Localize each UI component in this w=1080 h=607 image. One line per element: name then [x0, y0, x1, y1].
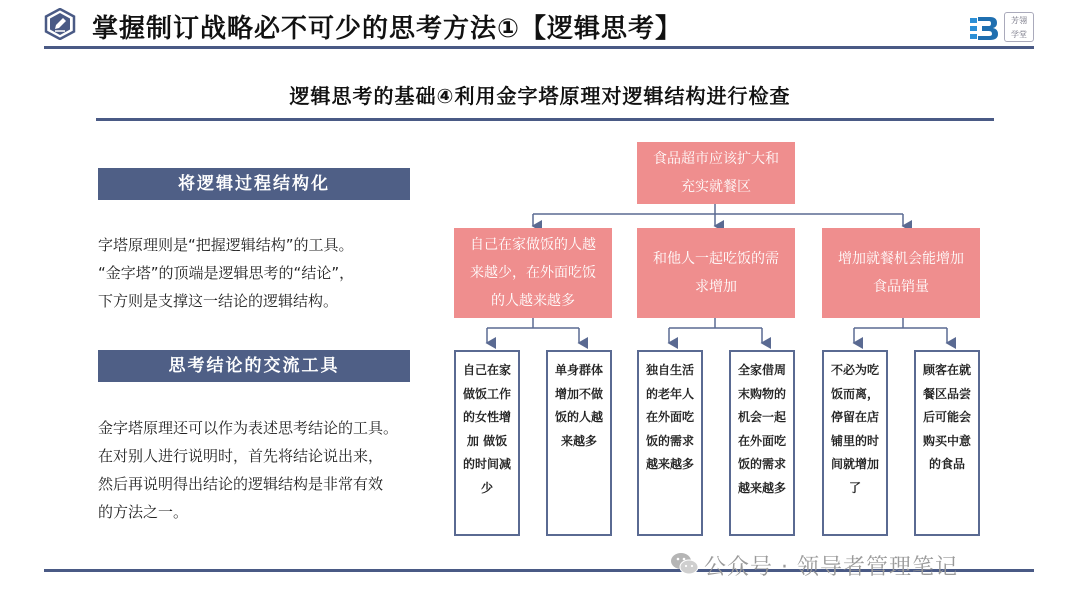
pyramid-evidence-box: 顾客在就餐区品尝后可能会购买中意的食品	[914, 350, 980, 536]
text-line: 的方法之一。	[98, 503, 189, 521]
pyramid-evidence-box: 独自生活的老年人在外面吃饭的需求越来越多	[637, 350, 703, 536]
pyramid-reason-box-2	[637, 228, 795, 318]
box-text-line: 来越少，在外面吃饭	[470, 265, 596, 281]
box-text-line: 求增加	[695, 279, 737, 295]
text-line: 金字塔原理还可以作为表述思考结论的工具。	[98, 419, 399, 437]
pyramid-evidence-box: 不必为吃饭而离，停留在店铺里的时间就增加了	[822, 350, 888, 536]
pyramid-reason-box-1	[454, 228, 612, 318]
text-line: 下方则是支撑这一结论的逻辑结构。	[98, 292, 339, 310]
watermark-text: 公众号 · 领导者管理笔记	[704, 555, 958, 580]
pyramid-evidence-box: 单身群体增加不做饭的人越来越多	[546, 350, 612, 536]
text-line: 在对别人进行说明时，首先将结论说出来，	[98, 447, 384, 465]
section-subtitle: 逻辑思考的基础④利用金字塔原理对逻辑结构进行检查	[289, 84, 791, 108]
text-line: “金字塔”的顶端是逻辑思考的“结论”，	[98, 264, 355, 282]
pyramid-conclusion-box	[637, 142, 795, 204]
section-header-structure: 将逻辑过程结构化	[98, 168, 410, 200]
box-text-line: 食品销量	[873, 279, 929, 295]
box-text-line: 充实就餐区	[681, 179, 751, 195]
seal-line-1: 芳翎	[1011, 16, 1027, 25]
text-line: 字塔原理则是“把握逻辑结构”的工具。	[98, 236, 354, 254]
seal-line-2: 学堂	[1011, 30, 1027, 39]
pyramid-evidence-box: 自己在家做饭工作的女性增加 做饭的时间减少	[454, 350, 520, 536]
wechat-icon	[670, 551, 700, 577]
box-text-line: 食品超市应该扩大和	[653, 151, 779, 167]
text-line: 然后再说明得出结论的逻辑结构是非常有效	[98, 475, 384, 493]
section-header-communication: 思考结论的交流工具	[98, 350, 410, 382]
box-text-line: 增加就餐机会能增加	[838, 251, 964, 267]
box-text-line: 自己在家做饭的人越	[470, 237, 596, 253]
page-title: 掌握制订战略必不可少的思考方法①【逻辑思考】	[92, 14, 683, 44]
pyramid-evidence-box: 全家借周末购物的机会一起在外面吃饭的需求越来越多	[729, 350, 795, 536]
pyramid-reason-box-3	[822, 228, 980, 318]
box-text-line: 和他人一起吃饭的需	[653, 251, 779, 267]
box-text-line: 的人越来越多	[491, 293, 575, 309]
